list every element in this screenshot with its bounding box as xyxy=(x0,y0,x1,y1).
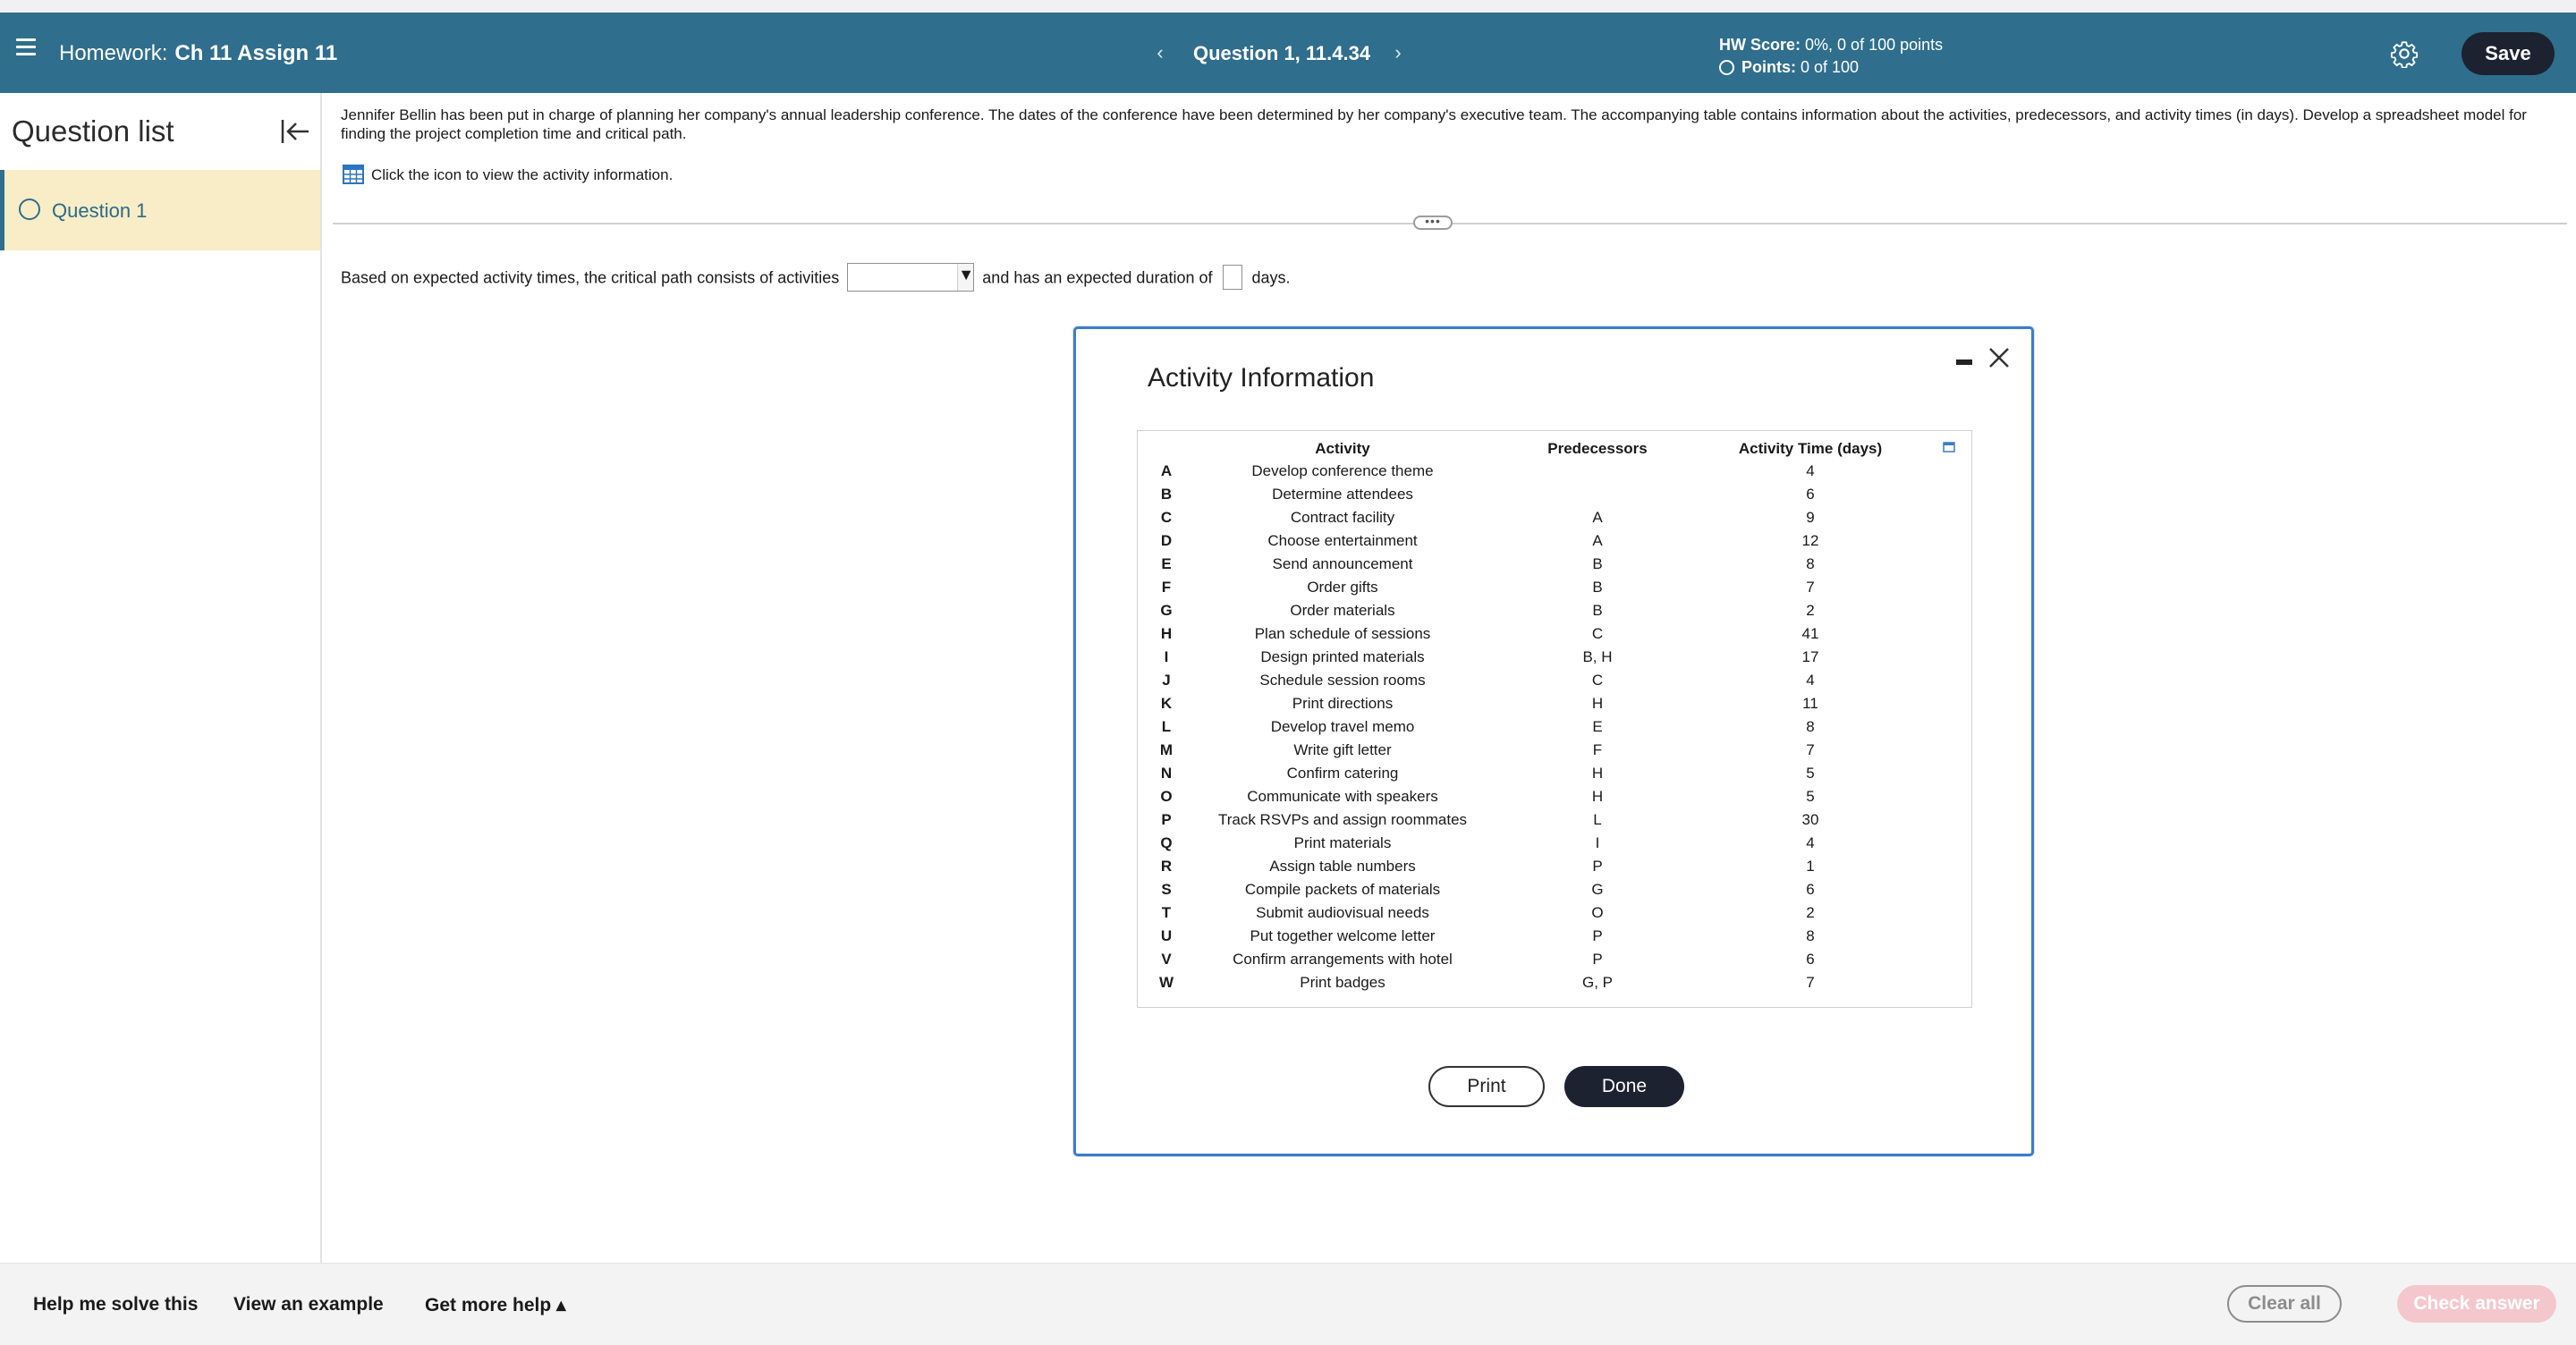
question-title: Question 1, 11.4.34 xyxy=(1193,42,1371,64)
activity-id-cell: U xyxy=(1160,927,1173,944)
activity-id-cell: T xyxy=(1161,904,1172,921)
predecessors-cell: B, H xyxy=(1582,648,1613,665)
activity-id-cell: C xyxy=(1160,509,1173,526)
table-row xyxy=(1138,715,1916,739)
points xyxy=(1719,56,1943,79)
question-list-title: Question list xyxy=(12,114,174,148)
hw-score-label: HW Score: xyxy=(1719,36,1801,54)
activity-time-cell: 6 xyxy=(1806,881,1815,898)
table-row xyxy=(1138,646,1916,669)
question-list-sidebar xyxy=(0,93,322,1263)
activity-time-cell: 7 xyxy=(1806,741,1815,758)
table-row xyxy=(1138,622,1916,646)
predecessors-cell: C xyxy=(1591,672,1604,689)
problem-text: Jennifer Bellin has been put in charge of planning her company's annual leadership conference. The dates of the conference have been determined by her company's executive team. The accompanying table contains information about the activities, predecessors, and activity times (in days). Develop a spreadsheet model for finding the project completion time and critical path. xyxy=(341,106,2527,142)
get-more-help-button[interactable]: Get more help ▴ xyxy=(425,1295,566,1315)
activity-id-cell: B xyxy=(1160,486,1173,503)
predecessors-cell: P xyxy=(1592,858,1603,875)
activity-id-cell: M xyxy=(1159,741,1174,758)
popout-icon[interactable] xyxy=(1943,442,1955,453)
answer-text-3: days. xyxy=(1251,268,1291,287)
view-example-button[interactable]: View an example xyxy=(233,1294,384,1315)
predecessors-cell xyxy=(1490,483,1705,506)
activity-id-cell: D xyxy=(1160,532,1173,549)
table-grid-icon[interactable] xyxy=(343,165,364,184)
table-row xyxy=(1138,506,1916,529)
chevron-left-icon[interactable]: ‹ xyxy=(1157,41,1164,63)
duration-input[interactable] xyxy=(1223,265,1242,290)
activity-id-cell: H xyxy=(1160,625,1173,642)
activity-name-cell: Print materials xyxy=(1293,834,1392,851)
activity-time-cell: 7 xyxy=(1806,579,1815,596)
activity-name-cell: Confirm arrangements with hotel xyxy=(1233,951,1453,968)
predecessors-cell: B xyxy=(1592,555,1603,572)
activity-time-cell: 6 xyxy=(1806,951,1815,968)
table-row xyxy=(1138,971,1916,994)
save-button[interactable]: Save xyxy=(2462,32,2555,75)
activity-id-cell: F xyxy=(1161,579,1172,596)
table-row xyxy=(1138,855,1916,878)
collapse-sidebar-icon[interactable] xyxy=(279,118,311,145)
predecessors-cell: A xyxy=(1592,532,1603,549)
activity-time-cell: 4 xyxy=(1806,834,1815,851)
activity-time-cell: 7 xyxy=(1806,974,1815,991)
table-header-row xyxy=(1138,437,1916,460)
table-row xyxy=(1138,948,1916,971)
answer-text-1: Based on expected activity times, the critical path consists of activities xyxy=(341,268,840,287)
table-row xyxy=(1138,553,1916,576)
predecessors-cell: P xyxy=(1592,927,1603,944)
activity-time-cell: 8 xyxy=(1806,718,1815,735)
table-row xyxy=(1138,739,1916,762)
activity-name-cell: Compile packets of materials xyxy=(1244,881,1441,898)
activity-time-cell: 8 xyxy=(1806,555,1815,572)
predecessors-cell: L xyxy=(1593,811,1602,828)
sidebar-item-label: Question 1 xyxy=(52,199,148,222)
table-row xyxy=(1138,669,1916,692)
check-answer-button[interactable]: Check answer xyxy=(2397,1285,2556,1323)
table-row xyxy=(1138,808,1916,832)
activity-time-cell: 6 xyxy=(1806,486,1815,503)
activity-info-prompt[interactable] xyxy=(343,165,673,184)
predecessors-cell: E xyxy=(1592,718,1603,735)
activity-id-cell: A xyxy=(1160,462,1173,479)
activity-information-dialog xyxy=(1073,326,2034,1156)
activity-id-cell: R xyxy=(1160,858,1173,875)
activity-id-cell: G xyxy=(1160,602,1173,619)
dialog-title: Activity Information xyxy=(1148,363,1375,393)
activity-id-cell: W xyxy=(1158,974,1174,991)
help-footer xyxy=(0,1263,2576,1345)
table-row xyxy=(1138,785,1916,808)
top-header xyxy=(0,13,2576,93)
activity-table-body xyxy=(1138,460,1916,994)
column-header-id xyxy=(1138,437,1195,460)
predecessors-cell: A xyxy=(1592,509,1603,526)
column-header-predecessors: Predecessors xyxy=(1547,439,1648,457)
activity-name-cell: Communicate with speakers xyxy=(1247,788,1438,805)
hamburger-icon[interactable] xyxy=(16,38,36,55)
hw-score xyxy=(1719,34,1943,56)
table-row xyxy=(1138,576,1916,599)
activity-name-cell: Confirm catering xyxy=(1286,765,1399,782)
activity-id-cell: N xyxy=(1160,765,1173,782)
activity-name-cell: Develop conference theme xyxy=(1251,462,1434,479)
table-row xyxy=(1138,460,1916,483)
activity-name-cell: Choose entertainment xyxy=(1267,532,1418,549)
activity-time-cell: 1 xyxy=(1806,858,1815,875)
predecessors-cell: C xyxy=(1591,625,1604,642)
predecessors-cell: I xyxy=(1595,834,1600,851)
activity-table-box xyxy=(1137,430,1972,1008)
activity-id-cell: L xyxy=(1161,718,1172,735)
sidebar-item-question-1[interactable] xyxy=(0,170,320,250)
answer-text-2: and has an expected duration of xyxy=(982,268,1213,287)
activity-time-cell: 9 xyxy=(1806,509,1815,526)
activity-id-cell: K xyxy=(1160,695,1173,712)
table-row xyxy=(1138,832,1916,855)
activity-time-cell: 17 xyxy=(1801,648,1819,665)
activity-table xyxy=(1138,437,1916,994)
browser-strip xyxy=(0,0,2576,13)
activity-name-cell: Submit audiovisual needs xyxy=(1256,904,1429,921)
predecessors-cell: H xyxy=(1591,695,1604,712)
activity-name-cell: Order materials xyxy=(1290,602,1395,619)
done-button[interactable]: Done xyxy=(1564,1066,1684,1107)
predecessors-cell xyxy=(1490,460,1705,483)
points-label: Points: xyxy=(1741,58,1796,76)
table-row xyxy=(1138,599,1916,622)
activity-name-cell: Plan schedule of sessions xyxy=(1254,625,1431,642)
predecessors-cell: G xyxy=(1591,881,1604,898)
activity-time-cell: 8 xyxy=(1806,927,1815,944)
close-icon[interactable] xyxy=(1987,345,2012,370)
activity-name-cell: Write gift letter xyxy=(1293,741,1392,758)
points-circle-icon xyxy=(1719,60,1734,75)
activity-name-cell: Schedule session rooms xyxy=(1259,672,1426,689)
activity-id-cell: O xyxy=(1160,788,1173,805)
clear-all-button[interactable]: Clear all xyxy=(2227,1285,2342,1323)
table-row xyxy=(1138,483,1916,506)
activity-name-cell: Assign table numbers xyxy=(1269,858,1416,875)
homework-title-name: Ch 11 Assign 11 xyxy=(174,41,338,65)
critical-path-dropdown[interactable] xyxy=(847,263,974,292)
chevron-down-icon[interactable]: ▼ xyxy=(957,264,973,291)
activity-id-cell: E xyxy=(1161,555,1172,572)
chevron-right-icon[interactable]: › xyxy=(1394,41,1402,63)
question-status-circle-icon xyxy=(19,199,40,220)
table-row xyxy=(1138,878,1916,901)
predecessors-cell: P xyxy=(1592,951,1603,968)
predecessors-cell: B xyxy=(1592,602,1603,619)
gear-icon[interactable] xyxy=(2390,39,2419,68)
activity-time-cell: 4 xyxy=(1806,672,1815,689)
activity-name-cell: Send announcement xyxy=(1272,555,1413,572)
activity-id-cell: Q xyxy=(1160,834,1173,851)
activity-name-cell: Contract facility xyxy=(1290,509,1395,526)
predecessors-cell: B xyxy=(1592,579,1603,596)
homework-title xyxy=(59,41,337,66)
activity-time-cell: 5 xyxy=(1806,788,1815,805)
activity-name-cell: Order gifts xyxy=(1307,579,1378,596)
column-header-activity-time: Activity Time (days) xyxy=(1738,439,1883,457)
score-panel xyxy=(1719,34,1943,79)
homework-title-prefix: Homework: xyxy=(59,41,168,65)
activity-time-cell: 30 xyxy=(1801,811,1819,828)
activity-id-cell: S xyxy=(1161,881,1172,898)
help-me-solve-button[interactable]: Help me solve this xyxy=(33,1294,199,1315)
predecessors-cell: O xyxy=(1591,904,1604,921)
table-row xyxy=(1138,692,1916,715)
table-row xyxy=(1138,925,1916,948)
activity-id-cell: P xyxy=(1161,811,1172,828)
predecessors-cell: F xyxy=(1592,741,1603,758)
activity-name-cell: Develop travel memo xyxy=(1270,718,1415,735)
activity-time-cell: 41 xyxy=(1801,625,1819,642)
hw-score-value: 0%, 0 of 100 points xyxy=(1805,36,1944,54)
points-value: 0 of 100 xyxy=(1801,58,1860,76)
activity-time-cell: 11 xyxy=(1802,695,1818,712)
activity-id-cell: V xyxy=(1161,951,1172,968)
activity-time-cell: 4 xyxy=(1806,462,1815,479)
answer-line xyxy=(341,261,1291,292)
minimize-icon[interactable] xyxy=(1956,360,1972,365)
table-row xyxy=(1138,762,1916,785)
activity-info-prompt-text: Click the icon to view the activity information. xyxy=(371,166,674,183)
activity-name-cell: Put together welcome letter xyxy=(1250,927,1436,944)
table-row xyxy=(1138,901,1916,925)
activity-name-cell: Print badges xyxy=(1300,974,1385,991)
activity-name-cell: Print directions xyxy=(1292,695,1394,712)
predecessors-cell: G, P xyxy=(1581,974,1613,991)
activity-time-cell: 5 xyxy=(1806,765,1815,782)
predecessors-cell: H xyxy=(1591,788,1604,805)
activity-name-cell: Design printed materials xyxy=(1260,648,1425,665)
resize-handle[interactable]: ••• xyxy=(1413,216,1453,230)
print-button[interactable]: Print xyxy=(1428,1066,1545,1107)
activity-time-cell: 2 xyxy=(1806,602,1815,619)
activity-id-cell: J xyxy=(1162,672,1171,689)
predecessors-cell: H xyxy=(1591,765,1604,782)
activity-name-cell: Track RSVPs and assign roommates xyxy=(1217,811,1468,828)
table-row xyxy=(1138,529,1916,553)
activity-time-cell: 12 xyxy=(1801,532,1819,549)
activity-time-cell: 2 xyxy=(1806,904,1815,921)
activity-id-cell: I xyxy=(1164,648,1169,665)
activity-name-cell: Determine attendees xyxy=(1272,486,1413,503)
column-header-activity: Activity xyxy=(1315,439,1370,457)
